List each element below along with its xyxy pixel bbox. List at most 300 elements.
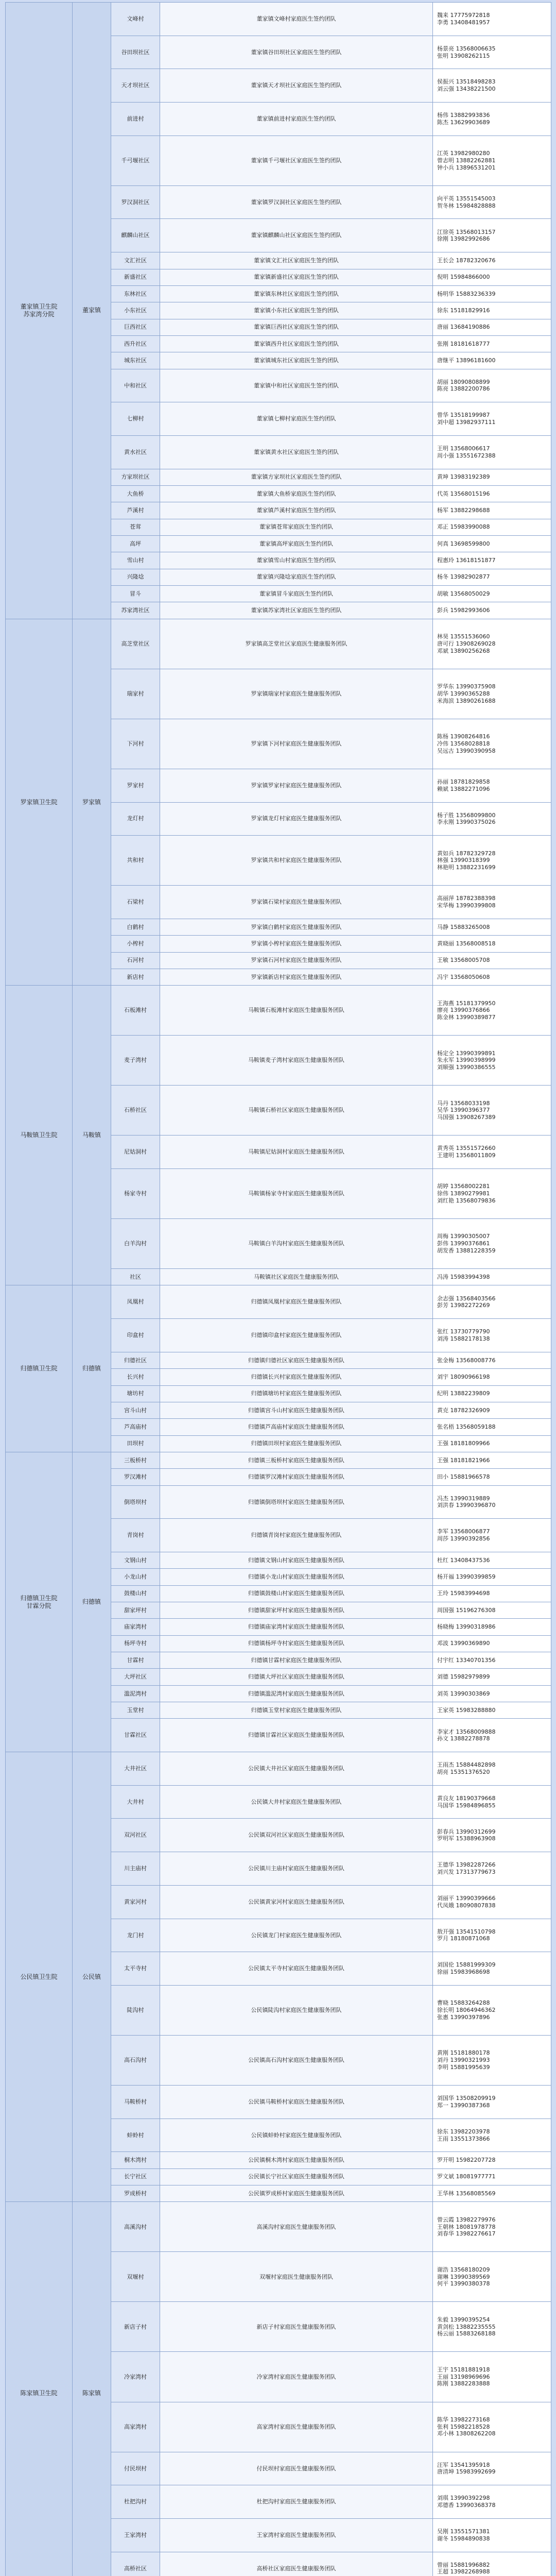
doctor-contact: 刘春华 13982276617 [437, 2230, 496, 2238]
village-name: 大坪社区 [111, 1669, 160, 1685]
doctor-contact: 王长会 18782320676 [437, 257, 496, 264]
doctor-contact: 宋华梅 13990399808 [437, 902, 496, 909]
doctor-contact: 何真 13698599800 [437, 540, 490, 547]
village-name: 滥泥湾村 [111, 1685, 160, 1702]
team-name: 罗家镇共和村家庭医生健康服务团队 [160, 836, 433, 886]
village-name: 麦子湾村 [111, 1036, 160, 1086]
doctor-contacts [433, 1086, 551, 1136]
doctor-contacts [433, 969, 551, 985]
doctor-contact: 徐刚 13982992686 [437, 235, 490, 243]
team-name: 董家镇文汇社区家庭医生签约团队 [160, 252, 433, 269]
village-name: 马鞍桥村 [111, 2085, 160, 2119]
doctor-contact: 黄坤 13983192389 [437, 473, 490, 481]
village-name: 长兴村 [111, 1369, 160, 1385]
doctor-contact: 刘丽平 13990399666 [437, 1894, 496, 1902]
doctor-contact: 刘涛 15882178138 [437, 1335, 490, 1342]
village-name: 青岗村 [111, 1519, 160, 1552]
doctor-contacts [433, 1452, 551, 1468]
doctor-contacts [433, 285, 551, 302]
doctor-contact: 孙文 13882278878 [437, 1735, 490, 1742]
team-name: 公民镇陡沟村家庭医生健康服务团队 [160, 1985, 433, 2035]
team-name: 董家镇雪山村家庭医生签约团队 [160, 552, 433, 569]
team-name: 董家镇城东社区家庭医生签约团队 [160, 352, 433, 369]
village-name: 芦溪村 [111, 502, 160, 519]
doctor-contacts [433, 1635, 551, 1652]
village-name: 石河村 [111, 952, 160, 969]
doctor-contact: 彭芳 13982272269 [437, 1302, 490, 1309]
doctor-contact: 余志强 13568403566 [437, 1295, 496, 1302]
doctor-contacts [433, 669, 551, 719]
doctor-contacts [433, 2518, 551, 2552]
village-name: 高家湾村 [111, 2402, 160, 2452]
doctor-contact: 杨景亮 13568006635 [437, 45, 496, 52]
doctor-contact: 马国华 15984896855 [437, 1802, 496, 1809]
village-name: 兴隆埝 [111, 569, 160, 585]
doctor-contacts [433, 469, 551, 485]
doctor-contacts [433, 1852, 551, 1886]
village-name: 大鱼桥 [111, 485, 160, 502]
table-row [6, 1452, 551, 1468]
doctor-contacts [433, 502, 551, 519]
doctor-contact: 贺冬林 15984828888 [437, 202, 496, 209]
team-name: 公民镇大井村家庭医生健康服务团队 [160, 1785, 433, 1819]
team-name: 董家镇高坪家庭医生签约团队 [160, 536, 433, 552]
village-name: 杨家寺村 [111, 1169, 160, 1219]
doctor-contact: 高丽萍 18782388398 [437, 895, 496, 902]
village-name: 巨西社区 [111, 319, 160, 335]
doctor-contact: 赖斌 13882271096 [437, 785, 490, 792]
doctor-contact: 米海滨 13890261688 [437, 697, 496, 704]
team-name: 罗家镇高芝堂社区家庭医生健康服务团队 [160, 619, 433, 669]
village-name: 高桥社区 [111, 2552, 160, 2576]
doctor-contact: 张名梧 13568059188 [437, 1423, 496, 1431]
doctor-contact: 徐伟 13890279981 [437, 1190, 490, 1197]
doctor-contacts [433, 485, 551, 502]
doctor-contacts [433, 2152, 551, 2168]
village-name: 罗成桥村 [111, 2185, 160, 2202]
village-name: 东林社区 [111, 285, 160, 302]
team-name: 归德镇凤凰村家庭医生健康服务团队 [160, 1285, 433, 1319]
doctor-contact: 马丹 13568033198 [437, 1099, 490, 1107]
doctor-contacts [433, 1785, 551, 1819]
doctor-contact: 罗开明 15982207728 [437, 2157, 496, 2164]
team-name: 归德镇文钢山村家庭医生健康服务团队 [160, 1552, 433, 1568]
doctor-contact: 唐丽 13684190886 [437, 324, 490, 331]
doctor-contacts [433, 836, 551, 886]
doctor-contact: 王丽 13198969696 [437, 2373, 490, 2380]
table-row [6, 619, 551, 669]
team-name: 董家镇新盛社区家庭医生签约团队 [160, 269, 433, 285]
village-name: 新店村 [111, 969, 160, 985]
team-name: 罗家镇龙灯村家庭医生健康服务团队 [160, 802, 433, 836]
doctor-contacts [433, 1669, 551, 1685]
doctor-contacts [433, 1619, 551, 1635]
doctor-contact: 刘红艳 13568079836 [437, 1197, 496, 1204]
doctor-contact: 杨定全 13990399891 [437, 1049, 496, 1057]
doctor-contact: 张利 15982218528 [437, 2423, 490, 2430]
team-name: 归德镇芦高庙村家庭医生健康服务团队 [160, 1419, 433, 1435]
doctor-contact: 代英 13568015196 [437, 490, 490, 497]
doctor-contact: 张明 13908262115 [437, 52, 490, 59]
doctor-contact: 张金梅 13568008776 [437, 1357, 496, 1364]
doctor-contact: 王敏 13568005708 [437, 957, 490, 964]
village-name: 罗汉洞社区 [111, 185, 160, 219]
doctor-contacts [433, 1385, 551, 1402]
team-name: 罗家镇小榨村家庭医生健康服务团队 [160, 936, 433, 952]
doctor-contacts [433, 335, 551, 352]
team-name: 马鞍镇麦子湾村家庭医生健康服务团队 [160, 1036, 433, 1086]
village-name: 田坝村 [111, 1435, 160, 1452]
doctor-contacts [433, 2402, 551, 2452]
doctor-contact: 廖亮 13990376866 [437, 1007, 490, 1014]
hospital-name: 董家镇卫生院 苏家湾分院 [6, 3, 73, 619]
doctor-contact: 周梅 13990305007 [437, 1233, 490, 1240]
doctor-contact: 杨云丽 15883268188 [437, 2330, 496, 2337]
doctor-contacts [433, 1752, 551, 1786]
village-name: 龙门村 [111, 1919, 160, 1952]
doctor-contacts [433, 2252, 551, 2302]
doctor-contact: 杨冬 13982902877 [437, 573, 490, 581]
doctor-contacts [433, 1269, 551, 1285]
team-name: 马鞍镇尼姑洞村家庭医生健康服务团队 [160, 1136, 433, 1169]
team-name: 杜把沟村家庭医生健康服务团队 [160, 2485, 433, 2519]
village-name: 中和社区 [111, 369, 160, 402]
town-name: 董家镇 [73, 3, 111, 619]
village-name: 瑞家村 [111, 669, 160, 719]
doctor-contact: 罗华东 13990375908 [437, 683, 496, 690]
hospital-name: 陈家镇卫生院 [6, 2202, 73, 2576]
doctor-contact: 罗文斌 18081977771 [437, 2173, 496, 2180]
doctor-contact: 黄秀英 13551572660 [437, 1145, 496, 1152]
doctor-contacts [433, 2185, 551, 2202]
town-name: 罗家镇 [73, 619, 111, 986]
team-name: 董家镇小东社区家庭医生签约团队 [160, 302, 433, 319]
team-name: 归德镇甜家坪村家庭医生健康服务团队 [160, 1602, 433, 1619]
doctor-contacts [433, 69, 551, 103]
team-name: 董家镇谷田坝社区家庭医生签约团队 [160, 36, 433, 69]
team-name: 罗家镇新店村家庭医生健康服务团队 [160, 969, 433, 985]
village-name: 共和村 [111, 836, 160, 886]
doctor-contact: 黄如兵 18782329728 [437, 850, 496, 857]
doctor-contact: 王华林 13568085569 [437, 2190, 496, 2197]
team-name: 新店子村家庭医生健康服务团队 [160, 2302, 433, 2352]
doctor-contact: 邓小林 13808262208 [437, 2430, 496, 2437]
town-name: 归德镇 [73, 1452, 111, 1752]
doctor-contacts [433, 269, 551, 285]
doctor-contact: 黄晓丽 13568008518 [437, 940, 496, 947]
team-name: 董家镇方家坝社区家庭医生签约团队 [160, 469, 433, 485]
doctor-contact: 彭伟 13990376861 [437, 1240, 490, 1247]
table-row [6, 1285, 551, 1319]
team-name: 归德镇归德社区家庭医生健康服务团队 [160, 1352, 433, 1368]
village-name: 尼姑洞村 [111, 1136, 160, 1169]
table-row [6, 2202, 551, 2252]
doctor-contacts [433, 369, 551, 402]
team-name: 董家镇东林社区家庭医生签约团队 [160, 285, 433, 302]
doctor-contact: 程惠玲 13618151877 [437, 557, 496, 564]
doctor-contacts [433, 2119, 551, 2152]
doctor-contact: 周莎 13990392856 [437, 1535, 490, 1543]
doctor-contacts [433, 2302, 551, 2352]
doctor-contact: 王强 18181809966 [437, 1440, 490, 1447]
team-name: 付民坝村家庭医生健康服务团队 [160, 2452, 433, 2485]
doctor-contacts [433, 36, 551, 69]
doctor-contacts [433, 936, 551, 952]
village-name: 雪山村 [111, 552, 160, 569]
team-name: 马鞍镇石板滩村家庭医生健康服务团队 [160, 986, 433, 1036]
team-name: 归德镇罗汉滩村家庭医生健康服务团队 [160, 1469, 433, 1485]
table-body [6, 3, 551, 2576]
doctor-contact: 刘云强 13438221500 [437, 86, 496, 93]
doctor-contacts [433, 1136, 551, 1169]
doctor-contact: 邓斌 13890256268 [437, 647, 490, 654]
doctor-contacts [433, 2452, 551, 2485]
doctor-contact: 黄克 18782326909 [437, 1406, 490, 1414]
doctor-contacts [433, 1985, 551, 2035]
doctor-contacts [433, 1602, 551, 1619]
doctor-contact: 杨晓梅 13990318986 [437, 1623, 496, 1631]
doctor-contact: 杨伟 13882993836 [437, 112, 490, 119]
doctor-contact: 邓德香 13990368378 [437, 2502, 496, 2509]
doctor-contacts [433, 319, 551, 335]
village-name: 陡沟村 [111, 1985, 160, 2035]
team-name: 公民镇大井社区家庭医生健康服务团队 [160, 1752, 433, 1786]
doctor-contact: 王海燕 15181379950 [437, 999, 496, 1007]
village-name: 社区 [111, 1269, 160, 1285]
doctor-contact: 杨军 13882298688 [437, 507, 490, 514]
team-name: 董家镇文峰村家庭医生签约团队 [160, 3, 433, 36]
doctor-contacts [433, 1169, 551, 1219]
doctor-contact: 王家英 15983288880 [437, 1706, 496, 1714]
village-name: 三板桥村 [111, 1452, 160, 1468]
doctor-contacts [433, 602, 551, 619]
team-name: 公民镇罗成桥村家庭医生健康服务团队 [160, 2185, 433, 2202]
team-name: 董家镇兴隆埝家庭医生签约团队 [160, 569, 433, 585]
doctor-contact: 刘中超 13982937111 [437, 419, 496, 426]
village-name: 甘霖社区 [111, 1719, 160, 1752]
team-name: 罗家镇石梁村家庭医生健康服务团队 [160, 886, 433, 919]
doctor-contacts [433, 769, 551, 802]
doctor-contacts [433, 719, 551, 769]
doctor-contacts [433, 185, 551, 219]
doctor-contacts [433, 1469, 551, 1485]
doctor-contact: 田小 15881966578 [437, 1473, 490, 1481]
team-name: 马鞍镇白羊沟村家庭医生健康服务团队 [160, 1219, 433, 1269]
doctor-contact: 吴远古 13990390958 [437, 747, 496, 754]
village-name: 苍茸 [111, 519, 160, 535]
doctor-contact: 刘国伦 15881999309 [437, 1961, 496, 1969]
doctor-contact: 陈杰 13629903689 [437, 118, 490, 126]
team-name: 董家镇西升社区家庭医生签约团队 [160, 335, 433, 352]
town-name: 马鞍镇 [73, 986, 111, 1285]
doctor-contact: 黄良友 18190379668 [437, 1794, 496, 1802]
team-name: 归德镇甘霖村家庭医生健康服务团队 [160, 1652, 433, 1669]
doctor-contacts [433, 519, 551, 535]
doctor-contact: 代凤娥 18090807838 [437, 1902, 496, 1909]
doctor-contacts [433, 1352, 551, 1368]
team-name: 罗家镇白鹤村家庭医生健康服务团队 [160, 919, 433, 935]
village-name: 石桥社区 [111, 1086, 160, 1136]
doctor-contact: 胡亮 15351376520 [437, 1768, 490, 1775]
doctor-contacts [433, 1519, 551, 1552]
village-name: 谷田坝社区 [111, 36, 160, 69]
doctor-contact: 李明 15881995639 [437, 2063, 490, 2071]
doctor-contact: 杜红 13408437536 [437, 1556, 490, 1564]
village-name: 冷家湾村 [111, 2352, 160, 2402]
team-name: 王家湾村家庭医生健康服务团队 [160, 2518, 433, 2552]
village-name: 小榨村 [111, 936, 160, 952]
village-name: 川主庙村 [111, 1852, 160, 1886]
village-name: 塘坊村 [111, 1385, 160, 1402]
doctor-contact: 王德华 13982287266 [437, 1861, 496, 1869]
doctor-contact: 徐丽 15983968698 [437, 1969, 490, 1976]
doctor-contact: 唐清坤 15983992699 [437, 2468, 496, 2476]
doctor-contacts [433, 536, 551, 552]
doctor-contacts [433, 586, 551, 602]
doctor-contacts [433, 1369, 551, 1385]
doctor-contact: 刘洪春 13990396870 [437, 1502, 496, 1509]
village-name: 七柳村 [111, 402, 160, 436]
village-name: 太平寺村 [111, 1952, 160, 1986]
team-name: 董家镇天才坝社区家庭医生签约团队 [160, 69, 433, 103]
doctor-contact: 唐可行 13908269028 [437, 640, 496, 647]
village-name: 龙灯村 [111, 802, 160, 836]
table-row [6, 986, 551, 1036]
doctor-contact: 刘琪 13990392298 [437, 2495, 490, 2502]
doctor-contact: 罗明军 15388963908 [437, 1835, 496, 1842]
village-name: 千弓堰社区 [111, 135, 160, 185]
doctor-contact: 吴刚 13551571381 [437, 2528, 490, 2535]
doctor-contact: 林强 13990318399 [437, 857, 490, 864]
village-name: 文汇社区 [111, 252, 160, 269]
hospital-name: 归德镇卫生院 甘霖分院 [6, 1452, 73, 1752]
doctor-contact: 曾云霞 13982279976 [437, 2216, 496, 2223]
team-name: 公民镇马鞍桥村家庭医生健康服务团队 [160, 2085, 433, 2119]
doctor-contact: 江英 13982980280 [437, 150, 490, 157]
doctor-contact: 朱永军 13990398999 [437, 1057, 496, 1064]
doctor-contacts [433, 986, 551, 1036]
team-name: 董家镇前进村家庭医生签约团队 [160, 103, 433, 136]
doctor-contact: 王超 13982268988 [437, 2568, 490, 2575]
team-name: 归德镇庙家湾村家庭医生健康服务团队 [160, 1619, 433, 1635]
doctor-contact: 付宇红 13340701356 [437, 1656, 496, 1664]
team-name: 罗家镇罗家村家庭医生健康服务团队 [160, 769, 433, 802]
doctor-contact: 王雨 13551373866 [437, 2135, 490, 2142]
team-name: 马鞍镇社区家庭医生健康服务团队 [160, 1269, 433, 1285]
doctor-contact: 冯涛 15983994398 [437, 1273, 490, 1280]
team-name: 董家镇中和社区家庭医生签约团队 [160, 369, 433, 402]
team-name: 公民镇双河社区家庭医生健康服务团队 [160, 1819, 433, 1852]
village-name: 杜把沟村 [111, 2485, 160, 2519]
village-name: 桐木湾村 [111, 2152, 160, 2168]
village-name: 城东社区 [111, 352, 160, 369]
village-name: 宫斗山村 [111, 1402, 160, 1418]
team-name: 公民镇太平寺村家庭医生健康服务团队 [160, 1952, 433, 1986]
hospital-name: 罗家镇卫生院 [6, 619, 73, 986]
team-name: 马鞍镇石桥社区家庭医生健康服务团队 [160, 1086, 433, 1136]
team-directory-table [5, 2, 551, 2576]
doctor-contact: 彭兵 15982993606 [437, 607, 490, 614]
doctor-contact: 郑一 13990387368 [437, 2102, 490, 2109]
village-name: 双堰村 [111, 2252, 160, 2302]
village-name: 高溪沟村 [111, 2202, 160, 2252]
team-name: 冷家湾村家庭医生健康服务团队 [160, 2352, 433, 2402]
doctor-contact: 王玲 15983994698 [437, 1590, 490, 1597]
team-name: 董家镇芦溪村家庭医生签约团队 [160, 502, 433, 519]
village-name: 文峰村 [111, 3, 160, 36]
village-name: 长宁社区 [111, 2168, 160, 2185]
doctor-contacts [433, 1435, 551, 1452]
team-name: 归德镇宫斗山村家庭医生健康服务团队 [160, 1402, 433, 1418]
village-name: 天才坝社区 [111, 69, 160, 103]
village-name: 大井村 [111, 1785, 160, 1819]
team-name: 董家镇苍茸家庭医生签约团队 [160, 519, 433, 535]
doctor-contacts [433, 1819, 551, 1852]
doctor-contact: 朱毅 13990395254 [437, 2316, 490, 2323]
doctor-contact: 马静 15883265008 [437, 923, 490, 930]
doctor-contact: 谢琳 13990389569 [437, 2273, 490, 2280]
doctor-contacts [433, 219, 551, 252]
village-name: 大井社区 [111, 1752, 160, 1786]
doctor-contact: 谢浩 13568180209 [437, 2266, 490, 2273]
doctor-contact: 刘兴发 17313779673 [437, 1869, 496, 1875]
doctor-contact: 彭春兵 13990312699 [437, 1828, 496, 1835]
village-name: 高芝堂社区 [111, 619, 160, 669]
village-name: 凤凰村 [111, 1285, 160, 1319]
doctor-contacts [433, 552, 551, 569]
doctor-contact: 何平 13990380378 [437, 2280, 490, 2287]
team-name: 归德镇玉堂村家庭医生健康服务团队 [160, 1702, 433, 1719]
village-name: 小龙山村 [111, 1569, 160, 1585]
team-name: 马鞍镇杨家寺村家庭医生健康服务团队 [160, 1169, 433, 1219]
village-name: 罗汉滩村 [111, 1469, 160, 1485]
doctor-contact: 黄剑松 13882235555 [437, 2323, 496, 2330]
doctor-contact: 徐东 13982203978 [437, 2128, 490, 2135]
doctor-contact: 王雨杰 15884482898 [437, 1761, 496, 1769]
village-name: 双河社区 [111, 1819, 160, 1852]
village-name: 归德社区 [111, 1352, 160, 1368]
doctor-contacts [433, 569, 551, 585]
doctor-contacts [433, 3, 551, 36]
doctor-contacts [433, 919, 551, 935]
doctor-contact: 陈华 13982273168 [437, 2416, 490, 2423]
village-name: 蚌蛉村 [111, 2119, 160, 2152]
doctor-contact: 徐东 15181829916 [437, 307, 490, 314]
doctor-contacts [433, 802, 551, 836]
doctor-contact: 刘宇 18090966198 [437, 1373, 490, 1380]
hospital-name: 归德镇卫生院 [6, 1285, 73, 1452]
team-name: 董家镇千弓堰社区家庭医生签约团队 [160, 135, 433, 185]
doctor-contact: 唐继平 13896181600 [437, 357, 496, 364]
doctor-contacts [433, 1719, 551, 1752]
village-name: 新店子村 [111, 2302, 160, 2352]
doctor-contacts [433, 1402, 551, 1418]
doctor-contact: 曾志明 13882262881 [437, 157, 496, 164]
team-name: 董家镇大鱼桥家庭医生签约团队 [160, 485, 433, 502]
doctor-contact: 李家才 13568009888 [437, 1728, 496, 1735]
village-name: 白羊沟村 [111, 1219, 160, 1269]
doctor-contact: 向平英 13551545003 [437, 195, 496, 202]
hospital-name: 马鞍镇卫生院 [6, 986, 73, 1285]
team-name: 公民镇黄家河村家庭医生健康服务团队 [160, 1885, 433, 1919]
village-name: 黄家河村 [111, 1885, 160, 1919]
team-name: 公民镇龙门村家庭医生健康服务团队 [160, 1919, 433, 1952]
doctor-contact: 胡华 13990365288 [437, 690, 490, 697]
doctor-contact: 敖开强 13541510798 [437, 1928, 496, 1935]
doctor-contact: 钟小兵 13896531201 [437, 164, 496, 171]
town-name: 公民镇 [73, 1752, 111, 2202]
doctor-contact: 胡丽 18090808899 [437, 378, 490, 385]
